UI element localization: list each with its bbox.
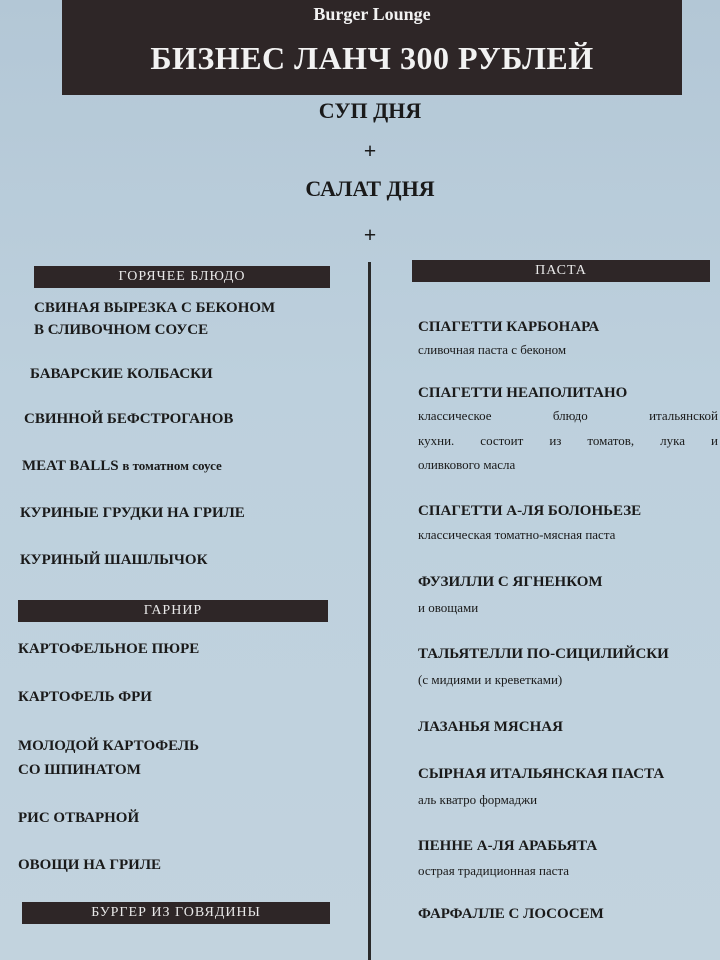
menu-item: КУРИНЫЕ ГРУДКИ НА ГРИЛЕ <box>20 505 245 521</box>
menu-item: В СЛИВОЧНОМ СОУСЕ <box>34 322 209 338</box>
pasta-item-desc: кухни. состоит из томатов, лука и <box>418 433 718 448</box>
pasta-item-name: ТАЛЬЯТЕЛЛИ ПО-СИЦИЛИЙСКИ <box>418 646 669 662</box>
menu-item: КАРТОФЕЛЬ ФРИ <box>18 689 152 705</box>
soup-of-day: СУП ДНЯ <box>318 98 422 123</box>
menu-item: МОЛОДОЙ КАРТОФЕЛЬ <box>18 738 200 754</box>
menu-item-name: MEAT BALLS <box>22 458 119 474</box>
pasta-item-name: ФУЗИЛЛИ С ЯГНЕНКОМ <box>418 574 603 590</box>
menu-item: СВИННОЙ БЕФСТРОГАНОВ <box>24 411 234 427</box>
pasta-item-name: СПАГЕТТИ А-ЛЯ БОЛОНЬЕЗЕ <box>418 503 642 519</box>
pasta-item-name: СЫРНАЯ ИТАЛЬЯНСКАЯ ПАСТА <box>418 766 665 782</box>
section-header-pasta: ПАСТА <box>412 260 710 282</box>
section-header-hot: ГОРЯЧЕЕ БЛЮДО <box>34 266 330 288</box>
pasta-item-name: СПАГЕТТИ НЕАПОЛИТАНО <box>418 385 628 401</box>
pasta-item-name: ФАРФАЛЛЕ С ЛОСОСЕМ <box>418 906 604 922</box>
pasta-item-desc: классическое блюдо итальянской <box>418 408 718 423</box>
pasta-item-desc: и овощами <box>418 600 479 615</box>
pasta-item-desc: сливочная паста с беконом <box>418 342 567 357</box>
pasta-item-desc: классическая томатно-мясная паста <box>418 527 616 542</box>
pasta-item-desc: острая традиционная паста <box>418 863 570 878</box>
pasta-item-name: ПЕННЕ А-ЛЯ АРАБЬЯТА <box>418 838 598 854</box>
menu-item: РИС ОТВАРНОЙ <box>18 810 140 826</box>
pasta-item-name: ЛАЗАНЬЯ МЯСНАЯ <box>418 719 563 735</box>
menu-item <box>22 458 222 475</box>
menu-item: ОВОЩИ НА ГРИЛЕ <box>18 857 162 873</box>
pasta-item-desc: аль кватро формаджи <box>418 792 538 807</box>
salad-of-day: САЛАТ ДНЯ <box>305 176 435 201</box>
section-header-burger: БУРГЕР ИЗ ГОВЯДИНЫ <box>22 902 330 924</box>
menu-item: КУРИНЫЙ ШАШЛЫЧОК <box>20 552 208 568</box>
column-divider <box>368 262 371 960</box>
pasta-item-name: СПАГЕТТИ КАРБОНАРА <box>418 319 600 335</box>
pasta-item-desc: (с мидиями и креветками) <box>418 672 563 687</box>
menu-item: СО ШПИНАТОМ <box>18 762 141 778</box>
menu-item: СВИНАЯ ВЫРЕЗКА С БЕКОНОМ <box>34 300 276 316</box>
menu-item: КАРТОФЕЛЬНОЕ ПЮРЕ <box>18 641 200 657</box>
pasta-item-desc: оливкового масла <box>418 457 516 472</box>
menu-item: БАВАРСКИЕ КОЛБАСКИ <box>30 366 213 382</box>
header-banner <box>62 0 682 95</box>
page-title: БИЗНЕС ЛАНЧ 300 РУБЛЕЙ <box>150 40 594 76</box>
plus-sign: + <box>363 222 377 247</box>
brand-name: Burger Lounge <box>313 4 431 24</box>
section-header-garnish: ГАРНИР <box>18 600 328 622</box>
menu-item-detail: в томатном соусе <box>122 458 222 473</box>
plus-sign: + <box>363 138 377 163</box>
